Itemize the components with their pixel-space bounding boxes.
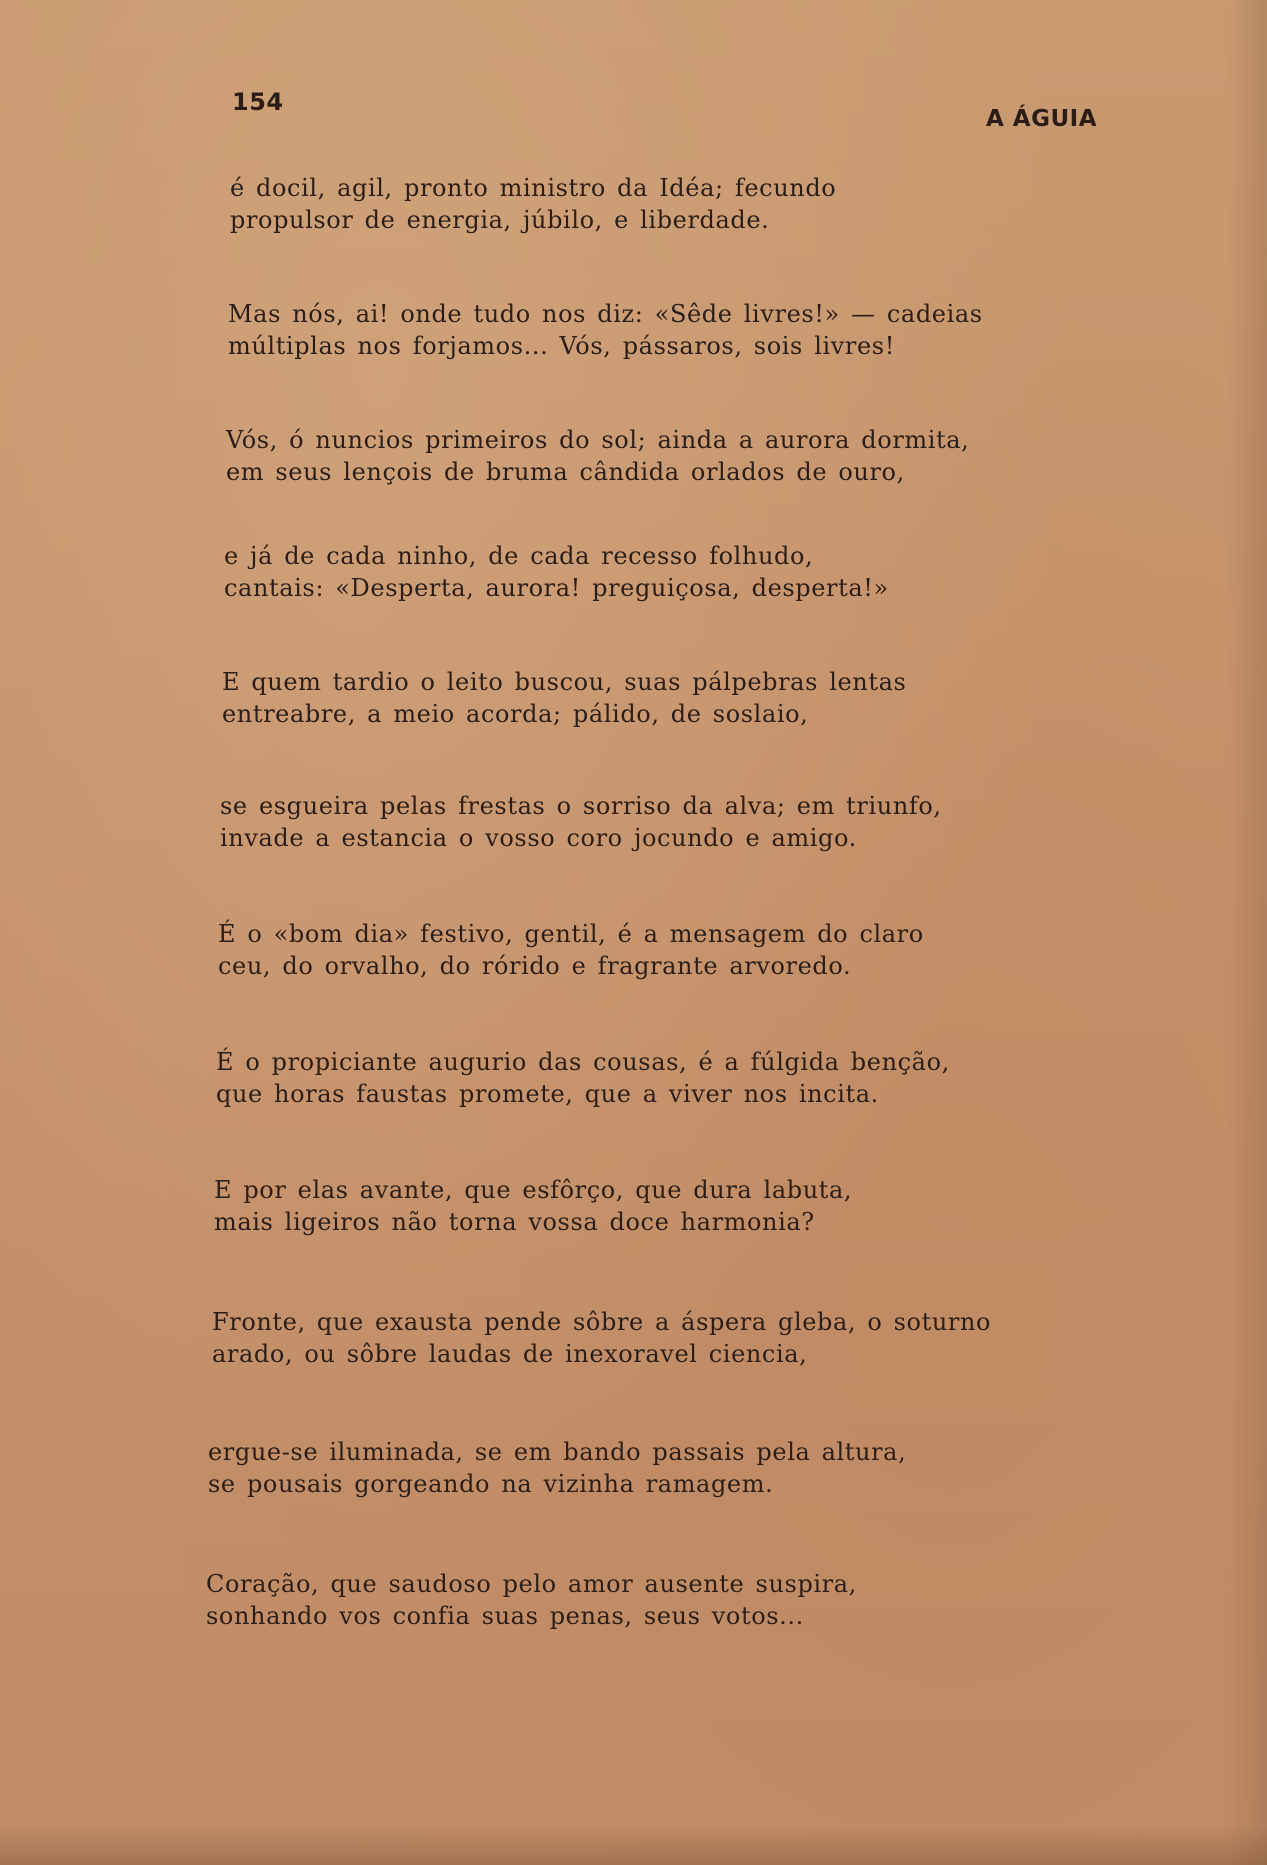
running-head: A ÁGUIA: [986, 106, 1098, 132]
stanza-9: [214, 1174, 1014, 1238]
stanza-7: [218, 918, 1018, 982]
stanza-12: [206, 1568, 1006, 1632]
page-bottom-shadow: [0, 1825, 1267, 1865]
stanza-5: [222, 666, 1022, 730]
verse-line: Fronte, que exausta pende sôbre a áspera gleba, o soturno: [212, 1308, 992, 1336]
stanza-3: [226, 424, 1026, 488]
verse-line: E quem tardio o leito buscou, suas pálpebras lentas: [222, 668, 907, 696]
stanza-6: [220, 790, 1020, 854]
page-edge-shadow: [1227, 0, 1267, 1865]
page-number: 154: [232, 88, 284, 116]
verse-line: E por elas avante, que esfôrço, que dura labuta,: [214, 1176, 853, 1204]
verse-line: invade a estancia o vosso coro jocundo e amigo.: [220, 824, 857, 852]
stanza-8: [216, 1046, 1016, 1110]
verse-line: É o propiciante augurio das cousas, é a fúlgida benção,: [216, 1048, 950, 1076]
verse-line: se pousais gorgeando na vizinha ramagem.: [208, 1470, 774, 1498]
verse-line: se esgueira pelas frestas o sorriso da alva; em triunfo,: [220, 792, 942, 820]
verse-line: cantais: «Desperta, aurora! preguiçosa, desperta!»: [224, 574, 889, 602]
verse-line: Mas nós, ai! onde tudo nos diz: «Sêde livres!» — cadeias: [228, 300, 983, 328]
stanza-10: [212, 1306, 1012, 1370]
verse-line: sonhando vos confia suas penas, seus votos...: [206, 1602, 804, 1630]
verse-line: entreabre, a meio acorda; pálido, de soslaio,: [222, 700, 809, 728]
stanza-1: [230, 172, 1030, 236]
verse-line: propulsor de energia, júbilo, e liberdade.: [230, 206, 770, 234]
stanza-2: [228, 298, 1028, 362]
verse-line: ergue-se iluminada, se em bando passais pela altura,: [208, 1438, 907, 1466]
verse-line: que horas faustas promete, que a viver nos incita.: [216, 1080, 879, 1108]
verse-line: Coração, que saudoso pelo amor ausente suspira,: [206, 1570, 857, 1598]
stanza-4: [224, 540, 1024, 604]
verse-line: mais ligeiros não torna vossa doce harmonia?: [214, 1208, 815, 1236]
verse-line: e já de cada ninho, de cada recesso folhudo,: [224, 542, 814, 570]
verse-line: em seus lençois de bruma cândida orlados de ouro,: [226, 458, 905, 486]
stanza-11: [208, 1436, 1008, 1500]
verse-line: múltiplas nos forjamos... Vós, pássaros, sois livres!: [228, 332, 895, 360]
verse-line: É o «bom dia» festivo, gentil, é a mensagem do claro: [218, 920, 924, 948]
verse-line: ceu, do orvalho, do rórido e fragrante arvoredo.: [218, 952, 852, 980]
verse-line: arado, ou sôbre laudas de inexoravel ciencia,: [212, 1340, 808, 1368]
verse-line: Vós, ó nuncios primeiros do sol; ainda a aurora dormita,: [226, 426, 970, 454]
verse-line: é docil, agil, pronto ministro da Idéa; fecundo: [230, 174, 837, 202]
